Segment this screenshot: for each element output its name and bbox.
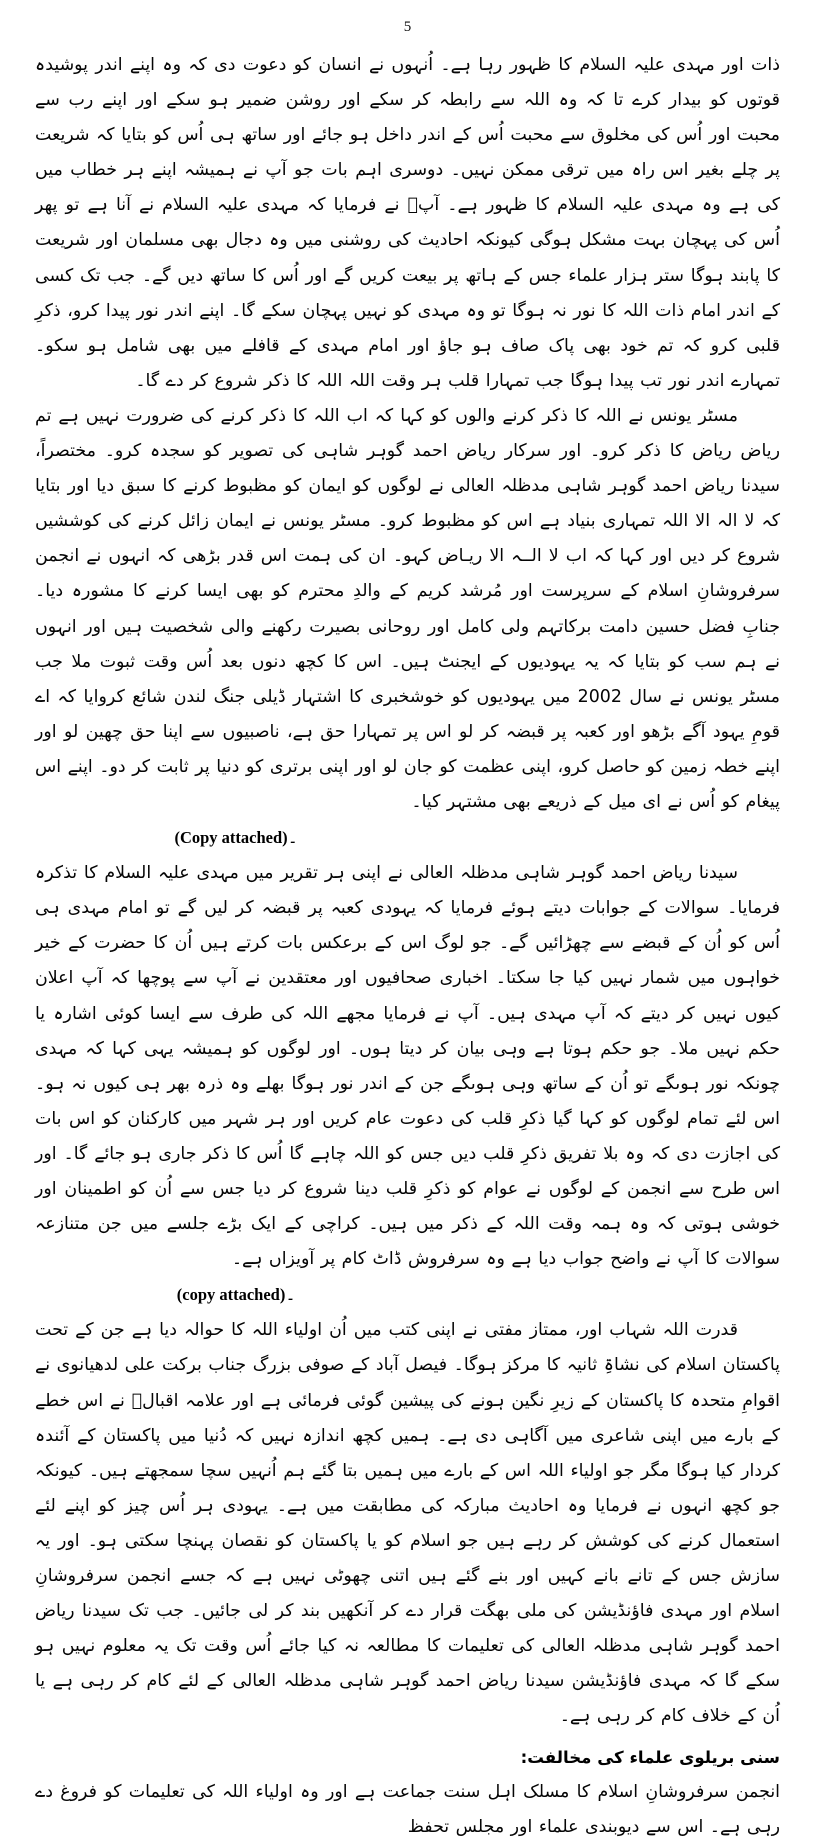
paragraph-1: ذات اور مہدی علیہ السلام کا ظہور رہا ہے۔ اُنہوں نے انسان کو دعوت دی کہ وہ اپنے اندر پوشیدہ قوتوں کو بیدار کرے تا کہ وہ اللہ سے رابطہ کر سکے اور روشن ضمیر ہو سکے اور اپنے رب سے محبت اور اُس کی مخلوق سے محبت اُس کے اندر داخل ہو جائے اور ساتھ ہی اُس کو بتایا کہ شریعت پر چلے بغیر اس راہ میں ترقی ممکن نہیں۔ دوسری اہم بات جو آپ نے ہمیشہ اپنے ہر خطاب میں کی ہے وہ مہدی علیہ السلام کا ظہور ہے۔ آپؒ نے فرمایا کہ مہدی علیہ السلام نے آنا ہے تو پھر اُس کی پہچان بہت مشکل ہوگی کیونکہ احادیث کی روشنی میں وہ دجال بھی مسلمان اور شریعت کا پابند ہوگا ستر ہزار علماء جس کے ہاتھ پر بیعت کریں گے اور اُس کا ساتھ دیں گے۔ جب تک کسی کے اندر امام ذات اللہ کا نور نہ ہوگا تو وہ مہدی کو نہیں پہچان سکے گا۔ اپنے اندر نور پیدا کرو، ذکرِ قلبی کرو کہ تم خود بھی پاک صاف ہو جاؤ اور امام مہدی کے قافلے میں بھی شامل ہو سکو۔ تمہارے اندر نور تب پیدا ہوگا جب تمہارا قلب ہر وقت اللہ اللہ کا ذکر شروع کر دے گا۔ — [35, 55, 780, 391]
paragraph-3: سیدنا ریاض احمد گوہر شاہی مدظلہ العالی نے اپنی ہر تقریر میں مہدی علیہ السلام کا تذکرہ فرمایا۔ سوالات کے جوابات دیتے ہوئے فرمایا کہ یہودی کعبہ پر قبضہ کر لیں گے تو امام مہدی ہی اُس کو اُن کے قبضے سے چھڑائیں گے۔ جو لوگ اس کے برعکس بات کرتے ہیں اُن کا حضرت کے خیر خواہوں میں شمار نہیں کیا جا سکتا۔ اخباری صحافیوں اور معتقدین نے آپ سے پوچھا کہ آپ اعلان کیوں نہیں کر دیتے کہ آپ مہدی ہیں۔ آپ نے فرمایا مجھے اللہ کی طرف سے ایسا کوئی اشارہ یا حکم نہیں ملا۔ جو حکم ہوتا ہے وہی بیان کر دیتا ہوں۔ اور لوگوں کو ہمیشہ یہی کہا کہ مہدی چونکہ نور ہوںگے تو اُن کے ساتھ وہی ہوںگے جن کے اندر نور ہوگا بھلے وہ ذرہ بھر ہی کیوں نہ ہو۔ اس لئے تمام لوگوں کو کہا گیا ذکرِ قلب کی دعوت عام کریں اور ہر شہر میں کارکنان کو اس بات کی اجازت دی کہ وہ بلا تفریق ذکرِ قلب دیں جس کو اللہ چاہے گا اُس کا ذکر جاری ہو جائے گا۔ اور اس طرح سے انجمن کے لوگوں نے عوام کو ذکرِ قلب دینا شروع کر دیا جس سے اُن کو اطمینان اور خوشی ہوتی کہ وہ ہمہ وقت اللہ کے ذکر میں ہیں۔ کراچی کے ایک بڑے جلسے میں جن متنازعہ سوالات کا آپ نے واضح جواب دیا ہے وہ سرفروش ڈاٹ کام پر آویزاں ہے۔ — [35, 863, 780, 1270]
page-content — [35, 48, 780, 1845]
paragraph-4: قدرت اللہ شہاب اور، ممتاز مفتی نے اپنی کتب میں اُن اولیاء اللہ کا حوالہ دیا ہے جن کے تحت پاکستان اسلام کی نشاۃِ ثانیہ کا مرکز ہوگا۔ فیصل آباد کے صوفی بزرگ جناب برکت علی لدھیانوی نے اقوامِ متحدہ کا پاکستان کے زیرِ نگین ہونے کی پیشین گوئی فرمائی ہے اور علامہ اقبالؒ نے اس خطے کے بارے میں اپنی شاعری میں آگاہی دی ہے۔ ہمیں کچھ اندازہ نہیں کہ دُنیا میں پاکستان کے آئندہ کردار کیا ہوگا مگر جو اولیاء اللہ اس کے بارے میں ہمیں بتا گئے ہم اُنہیں سچا سمجھتے ہیں۔ کیونکہ جو کچھ انہوں نے فرمایا وہ احادیث مبارکہ کی مطابقت میں ہے۔ یہودی ہر اُس چیز کو اپنے لئے استعمال کرنے کی کوشش کر رہے ہیں جو اسلام کو یا پاکستان کو نقصان پہنچا سکتی ہو۔ اور یہ سازش جس کے تانے بانے کہیں اور بنے گئے ہیں اتنی چھوٹی نہیں ہے کہ جسے انجمن سرفروشانِ اسلام اور مہدی فاؤنڈیشن کی ملی بھگت قرار دے کر آنکھیں بند کر لی جائیں۔ جب تک سیدنا ریاض احمد گوہر شاہی مدظلہ العالی کی تعلیمات کا مطالعہ نہ کیا جائے اُس وقت تک یہ معلوم نہیں ہو سکے گا کہ مہدی فاؤنڈیشن سیدنا ریاض احمد گوہر شاہی مدظلہ العالی کے لئے کام کر رہی ہے یا اُن کے خلاف کام کر رہی ہے۔ — [35, 1320, 780, 1727]
section-heading-opposition: سنی بریلوی علماء کی مخالفت: — [520, 1747, 780, 1767]
attachment-note-1 — [35, 820, 437, 856]
attachment-note-1-label: (Copy attached) — [174, 828, 288, 848]
paragraph-5-closing: انجمن سرفروشانِ اسلام کا مسلک اہل سنت جماعت ہے اور وہ اولیاء اللہ کی تعلیمات کو فروغ دے رہی ہے۔ اس سے دیوبندی علماء اور مجلس تحفظ — [35, 1781, 780, 1837]
paragraph-2: مسٹر یونس نے اللہ کا ذکر کرنے والوں کو کہا کہ اب اللہ کا ذکر کرنے کی ضرورت نہیں ہے تم ریاض ریاض کا ذکر کرو۔ اور سرکار ریاض احمد گوہر شاہی کی تصویر کو سجدہ کرو۔ مختصراً، سیدنا ریاض احمد گوہر شاہی مدظلہ العالی نے لوگوں کو ایمان کو مظبوط کرنے کا سبق دیا اور بتایا کہ لا الہ الا اللہ تمہاری بنیاد ہے اس کو مظبوط کرو۔ مسٹر یونس نے ایمان زائل کرنے کی کوششیں شروع کر دیں اور کہا کہ اب لا الــہ الا ریـاض کہو۔ ان کی ہمت اس قدر بڑھی کہ انہوں نے انجمن سرفروشانِ اسلام کے سرپرست اور مُرشد کریم کے والدِ محترم کو بھی ایسا کرنے کا مشورہ دیا۔ جنابِ فضل حسین دامت برکاتہم ولی کامل اور روحانی بصیرت رکھنے والی شخصیت ہیں اور انہوں نے ہم سب کو بتایا کہ یہ یہودیوں کے ایجنٹ ہیں۔ اس کا کچھ دنوں بعد اُس وقت ثبوت ملا جب مسٹر یونس نے سال 2002 میں یہودیوں کو خوشخبری کا اشتہار ڈیلی جنگ لندن شائع کروایا کہ اے قومِ یہود آگے بڑھو اور کعبہ پر قبضہ کر لو اس پر تمہارا حق ہے، ناصبیوں سے اپنا حق چھین لو اور اپنے خطہ زمین کو حاصل کرو، اپنی عظمت کو جان لو اور اپنی برتری کو دنیا پر ثابت کر دو۔ اپنے اس پیغام کو اُس نے ای میل کے ذریعے بھی مشتہر کیا۔ — [35, 405, 780, 812]
attachment-note-2 — [35, 1277, 437, 1313]
attachment-note-2-label: (copy attached) — [176, 1285, 286, 1305]
attachment-note-1-tail: ۔ — [287, 828, 298, 849]
attachment-note-2-tail: ۔ — [285, 1285, 296, 1306]
heading-spacer — [35, 1735, 780, 1739]
page-number: 5 — [403, 19, 412, 35]
